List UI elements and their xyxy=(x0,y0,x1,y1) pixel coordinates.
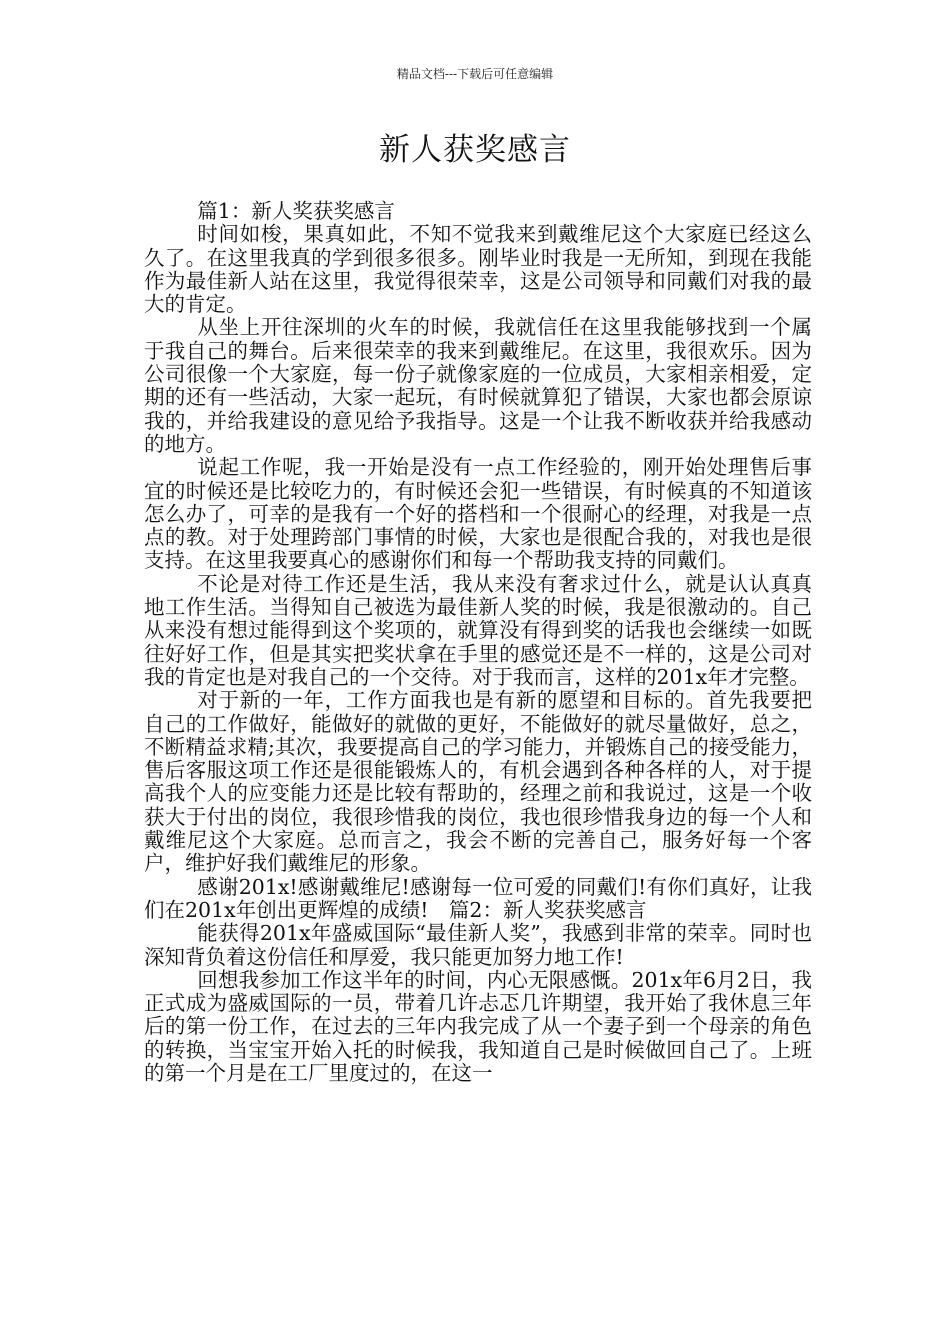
body-paragraph: 对于新的一年，工作方面我也是有新的愿望和目标的。首先我要把自己的工作做好，能做好的就做的更好，不能做好的就尽量做好，总之，不断精益求精;其次，我要提高自己的学习能力，并锻炼自己的接受能力，售后客服这项工作还是很能锻炼人的，有机会遇到各种各样的人，对于提高我个人的应变能力还是比较有帮助的，经理之前和我说过，这是一个收获大于付出的岗位，我很珍惜我的岗位，我也很珍惜我身边的每一个人和戴维尼这个大家庭。总而言之，我会不断的完善自己，服务好每一个客户，维护好我们戴维尼的形象。 xyxy=(144,688,812,876)
body-paragraph: 从坐上开往深圳的火车的时候，我就信任在这里我能够找到一个属于我自己的舞台。后来很荣幸的我来到戴维尼。在这里，我很欢乐。因为公司很像一个大家庭，每一份子就像家庭的一位成员，大家相亲相爱，定期的还有一些活动，大家一起玩，有时候就算犯了错误，大家也都会原谅我的，并给我建设的意见给予我指导。这是一个让我不断收获并给我感动的地方。 xyxy=(144,315,812,456)
body-paragraph: 感谢201x!感谢戴维尼!感谢每一位可爱的同戴们!有你们真好，让我们在201x年创出更辉煌的成绩! 篇2：新人奖获奖感言 xyxy=(144,874,812,922)
document-title: 新人获奖感言 xyxy=(379,132,571,168)
section-heading-1: 篇1：新人奖获奖感言 xyxy=(197,199,395,223)
body-paragraph: 回想我参加工作这半年的时间，内心无限感慨。201x年6月2日，我正式成为盛威国际的一员，带着几许忐忑几许期望，我开始了我休息三年后的第一份工作，在过去的三年内我完成了从一个妻子到一个母亲的角色的转换，当宝宝开始入托的时候我，我知道自己是时候做回自己了。上班的第一个月是在工厂里度过的，在这一 xyxy=(144,967,812,1085)
body-paragraph: 不论是对待工作还是生活，我从来没有奢求过什么，就是认认真真地工作生活。当得知自己被选为最佳新人奖的时候，我是很激动的。自己从来没有想过能得到这个奖项的，就算没有得到奖的话我也会继续一如既往好好工作，但是其实把奖状拿在手里的感觉还是不一样的，这是公司对我的肯定也是对我自己的一个交待。对于我而言，这样的201x年才完整。 xyxy=(144,571,812,689)
body-paragraph: 能获得201x年盛威国际“最佳新人奖”，我感到非常的荣幸。同时也深知背负着这份信任和厚爱，我只能更加努力地工作! xyxy=(144,921,812,969)
page-header-note: 精品文档---下载后可任意编辑 xyxy=(396,67,554,81)
document-body xyxy=(144,200,812,1085)
body-paragraph: 说起工作呢，我一开始是没有一点工作经验的，刚开始处理售后事宜的时候还是比较吃力的，有时候还会犯一些错误，有时候真的不知道该怎么办了，可幸的是我有一个好的搭档和一个很耐心的经理，对我是一点点的教。对于处理跨部门事情的时候，大家也是很配合我的，对我也是很支持。在这里我要真心的感谢你们和每一个帮助我支持的同戴们。 xyxy=(144,455,812,573)
body-paragraph: 时间如梭，果真如此，不知不觉我来到戴维尼这个大家庭已经这么久了。在这里我真的学到很多很多。刚毕业时我是一无所知，到现在我能作为最佳新人站在这里，我觉得很荣幸，这是公司领导和同戴们对我的最大的肯定。 xyxy=(144,222,812,317)
